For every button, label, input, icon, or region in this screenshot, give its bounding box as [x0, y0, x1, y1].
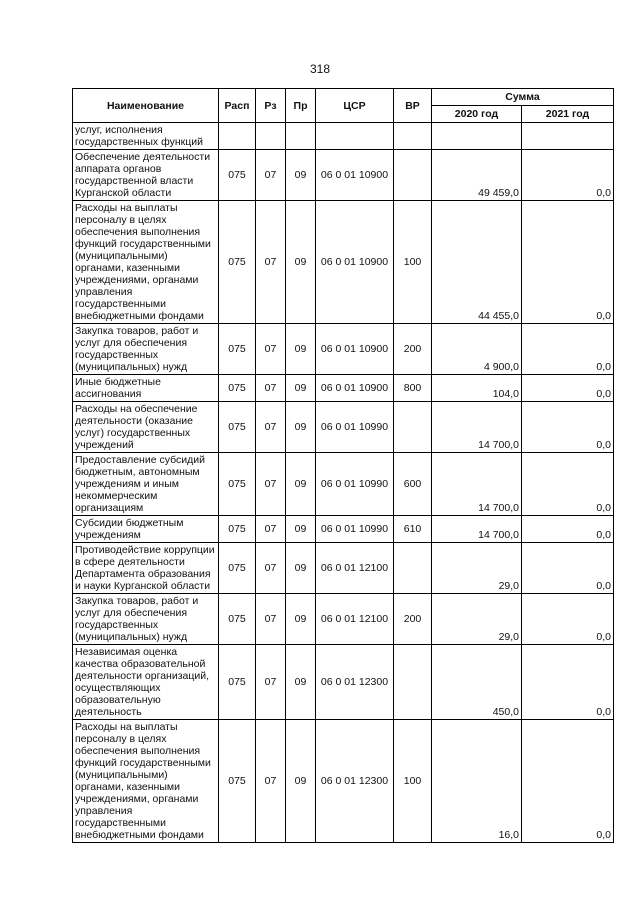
row-2021: 0,0 [522, 201, 614, 324]
row-csr: 06 0 01 10900 [316, 375, 394, 402]
row-2021 [522, 123, 614, 150]
header-sum: Сумма [432, 89, 614, 106]
row-pr: 09 [286, 453, 316, 516]
row-rasp: 075 [219, 150, 256, 201]
header-2020: 2020 год [432, 106, 522, 123]
row-2020: 29,0 [432, 594, 522, 645]
row-name: Независимая оценка качества образовательной деятельности организаций, осуществляющих образовательную деятельность [73, 645, 219, 720]
row-pr: 09 [286, 543, 316, 594]
row-vr: 200 [394, 324, 432, 375]
row-rasp: 075 [219, 402, 256, 453]
row-rz: 07 [256, 201, 286, 324]
row-pr: 09 [286, 201, 316, 324]
row-vr: 200 [394, 594, 432, 645]
row-csr: 06 0 01 10900 [316, 150, 394, 201]
row-2021: 0,0 [522, 150, 614, 201]
row-name: Закупка товаров, работ и услуг для обеспечения государственных (муниципальных) нужд [73, 594, 219, 645]
header-2021: 2021 год [522, 106, 614, 123]
row-rasp [219, 123, 256, 150]
row-2020: 29,0 [432, 543, 522, 594]
row-vr [394, 402, 432, 453]
row-name: услуг, исполнения государственных функций [73, 123, 219, 150]
row-csr: 06 0 01 12300 [316, 720, 394, 843]
row-csr [316, 123, 394, 150]
row-name: Противодействие коррупции в сфере деятельности Департамента образования и науки Курганской области [73, 543, 219, 594]
table-row [73, 375, 614, 402]
row-vr: 800 [394, 375, 432, 402]
row-2020 [432, 123, 522, 150]
row-2021: 0,0 [522, 402, 614, 453]
row-2020: 14 700,0 [432, 453, 522, 516]
row-2021: 0,0 [522, 516, 614, 543]
header-rasp: Расп [219, 89, 256, 123]
row-rasp: 075 [219, 201, 256, 324]
row-pr: 09 [286, 720, 316, 843]
row-name: Закупка товаров, работ и услуг для обеспечения государственных (муниципальных) нужд [73, 324, 219, 375]
row-2020: 4 900,0 [432, 324, 522, 375]
row-2021: 0,0 [522, 645, 614, 720]
row-2020: 14 700,0 [432, 402, 522, 453]
row-name: Иные бюджетные ассигнования [73, 375, 219, 402]
table-row [73, 516, 614, 543]
row-pr: 09 [286, 516, 316, 543]
row-name: Расходы на выплаты персоналу в целях обеспечения выполнения функций государственными (муниципальными) органами, казенными учреждениями, органами управления государственными внебюджетными фондами [73, 720, 219, 843]
row-vr: 600 [394, 453, 432, 516]
row-2021: 0,0 [522, 375, 614, 402]
row-rasp: 075 [219, 516, 256, 543]
row-rz: 07 [256, 150, 286, 201]
row-csr: 06 0 01 12300 [316, 645, 394, 720]
row-rz: 07 [256, 324, 286, 375]
row-pr: 09 [286, 402, 316, 453]
row-2021: 0,0 [522, 594, 614, 645]
row-name: Обеспечение деятельности аппарата органов государственной власти Курганской области [73, 150, 219, 201]
row-rasp: 075 [219, 324, 256, 375]
budget-table [72, 88, 614, 843]
row-pr [286, 123, 316, 150]
row-rz: 07 [256, 594, 286, 645]
row-vr: 100 [394, 720, 432, 843]
header-vr: ВР [394, 89, 432, 123]
table-row [73, 543, 614, 594]
row-rz: 07 [256, 453, 286, 516]
header-pr: Пр [286, 89, 316, 123]
row-name: Предоставление субсидий бюджетным, автономным учреждениям и иным некоммерческим организациям [73, 453, 219, 516]
row-vr [394, 543, 432, 594]
row-name: Субсидии бюджетным учреждениям [73, 516, 219, 543]
row-vr: 100 [394, 201, 432, 324]
row-2020: 49 459,0 [432, 150, 522, 201]
row-2021: 0,0 [522, 720, 614, 843]
row-rasp: 075 [219, 375, 256, 402]
row-2021: 0,0 [522, 543, 614, 594]
row-2021: 0,0 [522, 324, 614, 375]
row-2020: 104,0 [432, 375, 522, 402]
table-row [73, 201, 614, 324]
row-rz [256, 123, 286, 150]
header-rz: Рз [256, 89, 286, 123]
row-rz: 07 [256, 516, 286, 543]
table-row [73, 402, 614, 453]
header-name: Наименование [73, 89, 219, 123]
row-rz: 07 [256, 375, 286, 402]
table-row [73, 645, 614, 720]
row-rz: 07 [256, 720, 286, 843]
row-vr [394, 150, 432, 201]
table-row [73, 123, 614, 150]
row-csr: 06 0 01 12100 [316, 543, 394, 594]
row-pr: 09 [286, 594, 316, 645]
row-csr: 06 0 01 10990 [316, 402, 394, 453]
row-rasp: 075 [219, 543, 256, 594]
row-vr [394, 123, 432, 150]
row-csr: 06 0 01 12100 [316, 594, 394, 645]
table-row [73, 594, 614, 645]
row-2021: 0,0 [522, 453, 614, 516]
row-pr: 09 [286, 375, 316, 402]
row-pr: 09 [286, 645, 316, 720]
row-2020: 44 455,0 [432, 201, 522, 324]
row-rasp: 075 [219, 594, 256, 645]
row-name: Расходы на выплаты персоналу в целях обеспечения выполнения функций государственными (муниципальными) органами, казенными учреждениями, органами управления государственными внебюджетными фондами [73, 201, 219, 324]
row-rz: 07 [256, 543, 286, 594]
row-2020: 450,0 [432, 645, 522, 720]
header-csr: ЦСР [316, 89, 394, 123]
row-pr: 09 [286, 150, 316, 201]
row-pr: 09 [286, 324, 316, 375]
table-row [73, 324, 614, 375]
row-rasp: 075 [219, 645, 256, 720]
table-row [73, 453, 614, 516]
row-csr: 06 0 01 10990 [316, 516, 394, 543]
row-csr: 06 0 01 10900 [316, 201, 394, 324]
page-number: 318 [309, 62, 331, 76]
row-rz: 07 [256, 402, 286, 453]
table-row [73, 720, 614, 843]
row-rasp: 075 [219, 720, 256, 843]
row-vr [394, 645, 432, 720]
row-rasp: 075 [219, 453, 256, 516]
row-vr: 610 [394, 516, 432, 543]
row-csr: 06 0 01 10900 [316, 324, 394, 375]
row-rz: 07 [256, 645, 286, 720]
table-row [73, 150, 614, 201]
row-2020: 14 700,0 [432, 516, 522, 543]
row-csr: 06 0 01 10990 [316, 453, 394, 516]
row-2020: 16,0 [432, 720, 522, 843]
row-name: Расходы на обеспечение деятельности (оказание услуг) государственных учреждений [73, 402, 219, 453]
